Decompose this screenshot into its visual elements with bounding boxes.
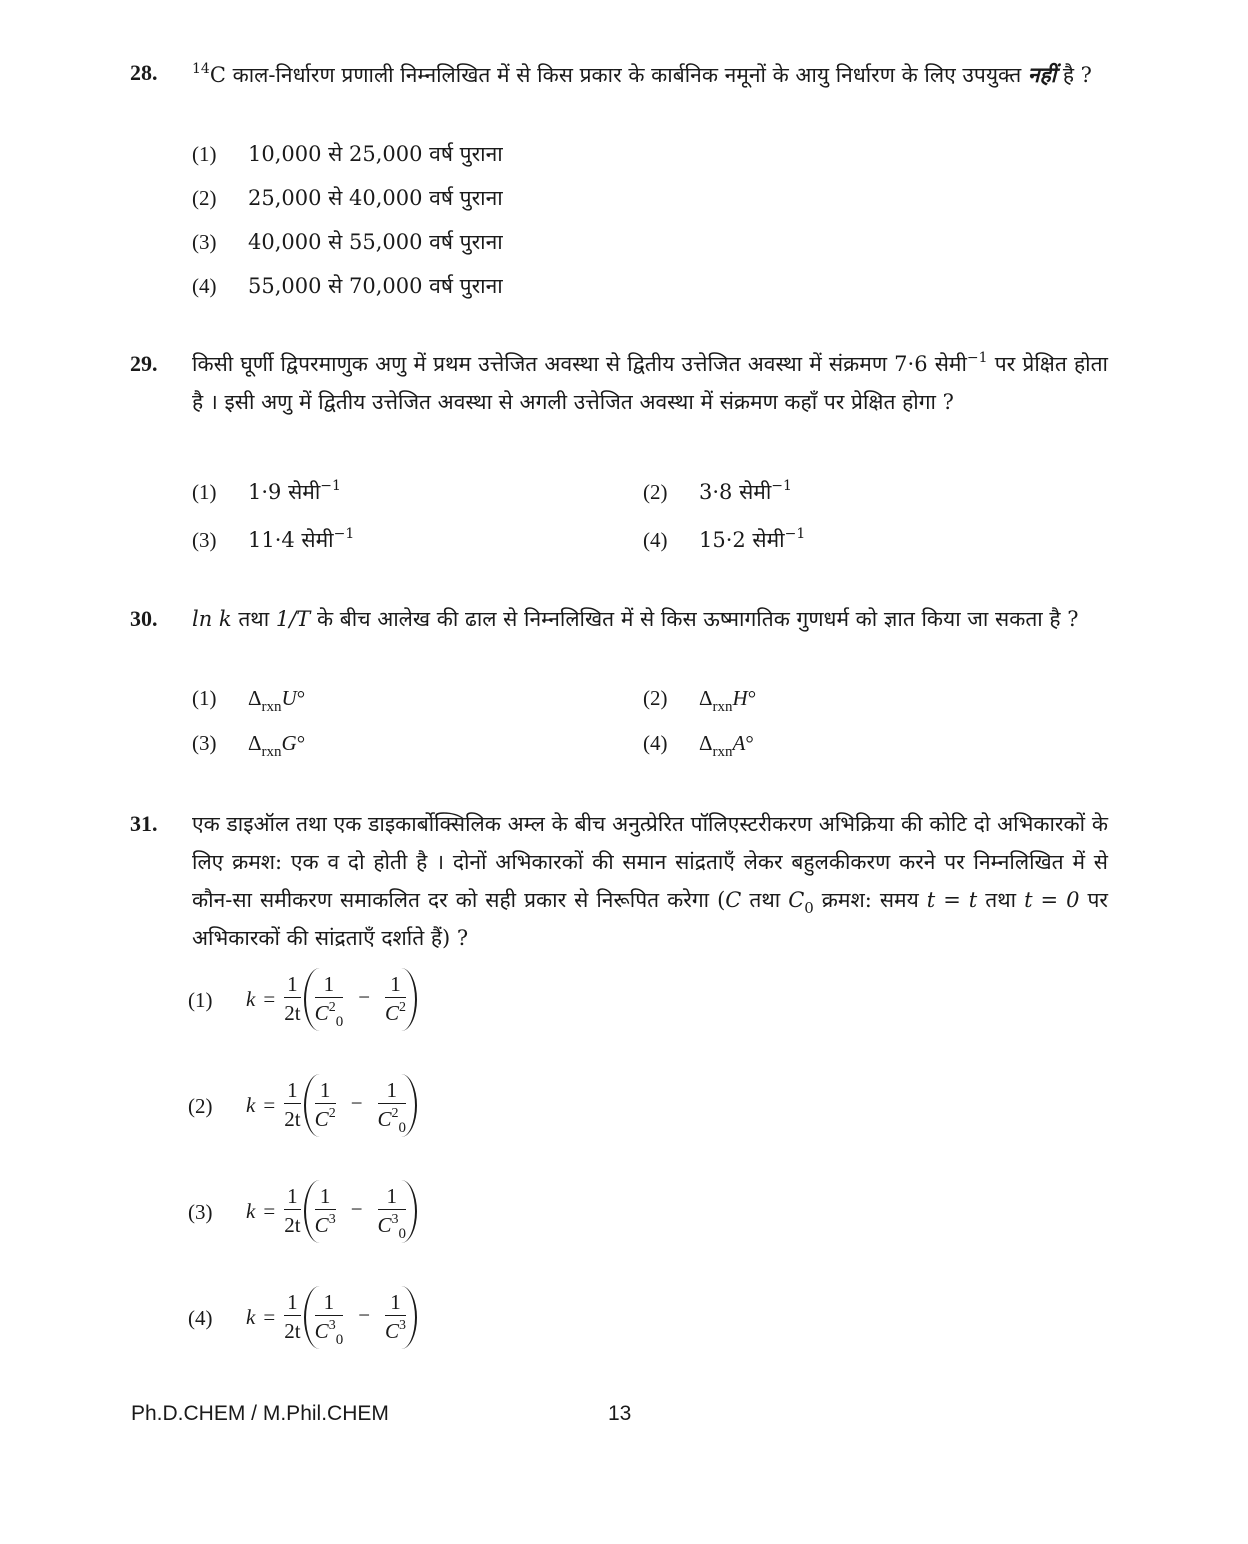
fraction: $\frac{1}{C^3_0}$ bbox=[314, 1290, 344, 1348]
fraction: $\frac{1}{C^3}$ bbox=[314, 1184, 336, 1237]
question-number: 28. bbox=[130, 60, 158, 85]
question-text: किसी घूर्णी द्विपरमाणुक अणु में प्रथम उत्तेजित अवस्था से द्वितीय उत्तेजित अवस्था में संक्रमण 7·6 सेमी$^{-1}$ पर प्रेक्षित होता है । इसी अणु में द्वितीय उत्तेजित अवस्था से अगली उत्तेजित अवस्था में संक्रमण कहाँ पर प्रेक्षित होगा ? bbox=[192, 350, 1108, 414]
option-31-3: (3) k = $\frac{1}{2t}$ $\frac{1}{C^3}$ − $\frac{1}{C^3_0}$ bbox=[188, 1180, 417, 1243]
option-30-1: (1) $\Delta_{rxn}U^\circ$ bbox=[192, 686, 306, 715]
option-28-4: (4) 55,000 से 70,000 वर्ष पुराना bbox=[192, 274, 503, 298]
question-text: एक डाइऑल तथा एक डाइकार्बोक्सिलिक अम्ल के बीच अनुत्प्रेरित पॉलिएस्टरीकरण अभिक्रिया की कोटि दो अभिकारकों के लिए क्रमश: एक व दो होती है । दोनों अभिकारकों की समान सांद्रताएँ लेकर बहुलकीकरण करने पर निम्नलिखित में से कौन-सा समीकरण समाकलित दर को सही प्रकार से निरूपित करेगा (C तथा $C_0$ क्रमश: समय t = t तथा t = 0 पर अभिकारकों की सांद्रताएँ दर्शाते हैं) ? bbox=[192, 812, 1108, 950]
parenthesis: $\frac{1}{C^3_0}$ − $\frac{1}{C^3}$ bbox=[304, 1286, 417, 1349]
option-30-3: (3) $\Delta_{rxn}G^\circ$ bbox=[192, 731, 306, 760]
option-29-3: (3) 11·4 सेमी$^{-1}$ bbox=[192, 526, 355, 552]
option-31-4: (4) k = $\frac{1}{2t}$ $\frac{1}{C^3_0}$ − $\frac{1}{C^3}$ bbox=[188, 1286, 417, 1349]
question-text: ln k तथा 1/T के बीच आलेख की ढाल से निम्नलिखित में से किस ऊष्मागतिक गुणधर्म को ज्ञात किया जा सकता है ? bbox=[192, 607, 1079, 631]
rate-equation: k = $\frac{1}{2t}$ $\frac{1}{C^3}$ − $\frac{1}{C^3_0}$ bbox=[246, 1180, 417, 1243]
prefactor: $\frac{1}{2t}$ bbox=[284, 972, 301, 1025]
rate-equation: k = $\frac{1}{2t}$ $\frac{1}{C^2}$ − $\frac{1}{C^2_0}$ bbox=[246, 1074, 417, 1137]
option-29-1: (1) 1·9 सेमी$^{-1}$ bbox=[192, 478, 341, 504]
fraction: $\frac{1}{C^2_0}$ bbox=[377, 1078, 407, 1136]
option-30-2: (2) $\Delta_{rxn}H^\circ$ bbox=[643, 686, 757, 715]
option-28-3: (3) 40,000 से 55,000 वर्ष पुराना bbox=[192, 230, 503, 254]
fraction: $\frac{1}{C^2}$ bbox=[314, 1078, 336, 1131]
fraction: $\frac{1}{C^3_0}$ bbox=[377, 1184, 407, 1242]
parenthesis: $\frac{1}{C^2_0}$ − $\frac{1}{C^2}$ bbox=[304, 968, 417, 1031]
option-31-1: (1) k = $\frac{1}{2t}$ $\frac{1}{C^2_0}$ − $\frac{1}{C^2}$ bbox=[188, 968, 417, 1031]
question-number: 31. bbox=[130, 811, 158, 836]
prefactor: $\frac{1}{2t}$ bbox=[284, 1078, 301, 1131]
question-31 bbox=[130, 805, 1108, 957]
question-28 bbox=[130, 56, 1108, 94]
question-29 bbox=[130, 345, 1108, 421]
isotope-mass-number: 14 bbox=[192, 61, 210, 77]
question-text: $^{14}$C काल-निर्धारण प्रणाली निम्नलिखित में से किस प्रकार के कार्बनिक नमूनों के आयु निर्धारण के लिए उपयुक्त नहीं है ? bbox=[192, 61, 1092, 87]
option-31-2: (2) k = $\frac{1}{2t}$ $\frac{1}{C^2}$ − $\frac{1}{C^2_0}$ bbox=[188, 1074, 417, 1137]
parenthesis: $\frac{1}{C^2}$ − $\frac{1}{C^2_0}$ bbox=[304, 1074, 417, 1137]
prefactor: $\frac{1}{2t}$ bbox=[284, 1290, 301, 1343]
option-28-1: (1) 10,000 से 25,000 वर्ष पुराना bbox=[192, 142, 503, 166]
fraction: $\frac{1}{C^2}$ bbox=[385, 972, 407, 1025]
rate-equation: k = $\frac{1}{2t}$ $\frac{1}{C^2_0}$ − $\frac{1}{C^2}$ bbox=[246, 968, 417, 1031]
question-30 bbox=[130, 600, 1108, 638]
paper-code: Ph.D.CHEM / M.Phil.CHEM bbox=[131, 1402, 389, 1425]
option-29-2: (2) 3·8 सेमी$^{-1}$ bbox=[643, 478, 792, 504]
emphasis-not: नहीं bbox=[1027, 62, 1057, 87]
question-number: 29. bbox=[130, 351, 158, 376]
fraction: $\frac{1}{C^2_0}$ bbox=[314, 972, 344, 1030]
prefactor: $\frac{1}{2t}$ bbox=[284, 1184, 301, 1237]
option-29-4: (4) 15·2 सेमी$^{-1}$ bbox=[643, 526, 806, 552]
page-number: 13 bbox=[608, 1402, 632, 1425]
option-28-2: (2) 25,000 से 40,000 वर्ष पुराना bbox=[192, 186, 503, 210]
option-30-4: (4) $\Delta_{rxn}A^\circ$ bbox=[643, 731, 754, 760]
fraction: $\frac{1}{C^3}$ bbox=[385, 1290, 407, 1343]
rate-equation: k = $\frac{1}{2t}$ $\frac{1}{C^3_0}$ − $\frac{1}{C^3}$ bbox=[246, 1286, 417, 1349]
parenthesis: $\frac{1}{C^3}$ − $\frac{1}{C^3_0}$ bbox=[304, 1180, 417, 1243]
question-number: 30. bbox=[130, 606, 158, 631]
